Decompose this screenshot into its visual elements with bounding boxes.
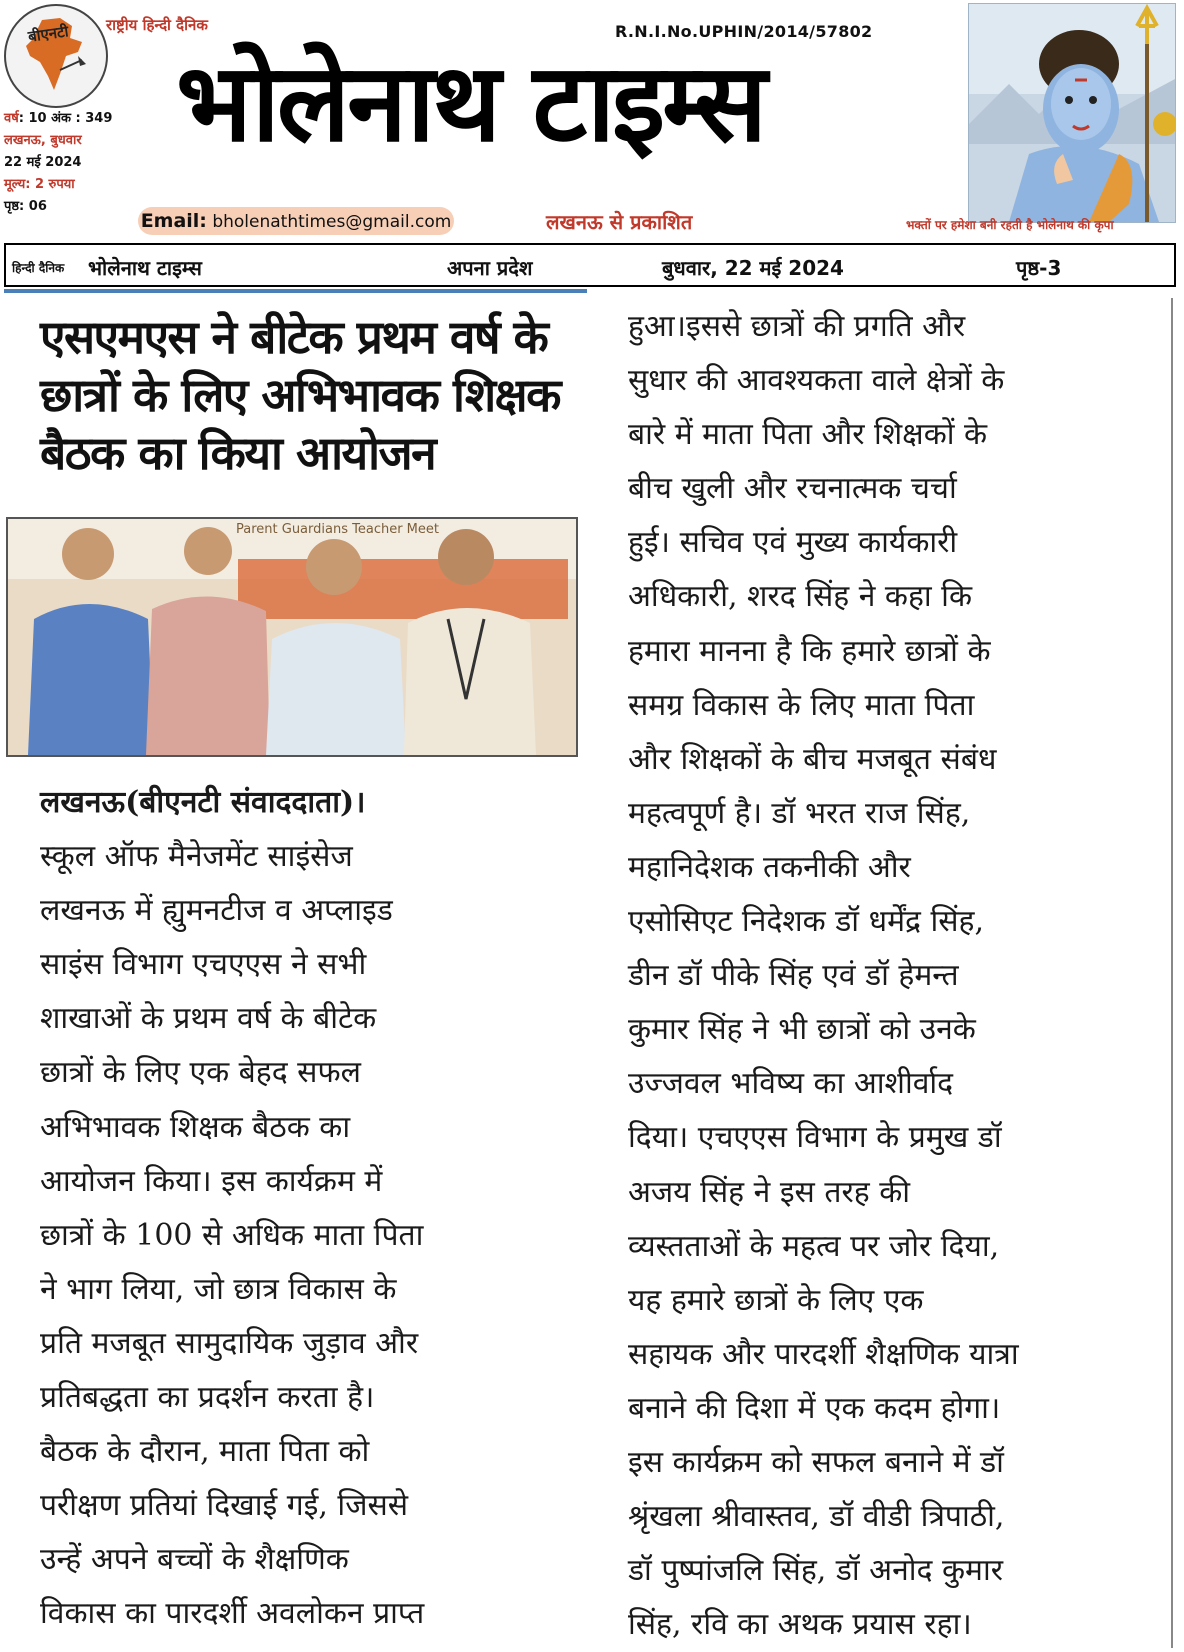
article-headline bbox=[40, 308, 580, 482]
article-line: बनाने की दिशा में एक कदम होगा। bbox=[628, 1390, 1001, 1426]
article-line: प्रति मजबूत सामुदायिक जुड़ाव और bbox=[40, 1325, 419, 1361]
article-line: श्रृंखला श्रीवास्तव, डॉ वीडी त्रिपाठी, bbox=[628, 1499, 1005, 1535]
article-line: प्रतिबद्धता का प्रदर्शन करता है। bbox=[40, 1380, 375, 1416]
issue-year: वर्ष: 10 अंक : 349 bbox=[4, 111, 113, 126]
headline-line: एसएमएस ने बीटेक प्रथम वर्ष के bbox=[40, 310, 548, 364]
article-line: और शिक्षकों के बीच मजबूत संबंध bbox=[628, 741, 997, 777]
article-line: साइंस विभाग एचएएस ने सभी bbox=[40, 947, 367, 983]
article-line: उन्हें अपने बच्चों के शैक्षणिक bbox=[40, 1542, 349, 1578]
rni-number: R.N.I.No.UPHIN/2014/57802 bbox=[615, 22, 873, 41]
article-left-column bbox=[40, 776, 580, 1642]
issue-place-day: लखनऊ, बुधवार bbox=[4, 133, 82, 148]
folio-section: अपना प्रदेश bbox=[447, 256, 533, 280]
tagline-top: राष्ट्रीय हिन्दी दैनिक bbox=[106, 16, 208, 34]
article-dateline: लखनऊ(बीएनटी संवाददाता)। bbox=[40, 785, 366, 820]
article-line: हुआ।इससे छात्रों की प्रगति और bbox=[628, 309, 966, 344]
article-line: डीन डॉ पीके सिंह एवं डॉ हेमन्त bbox=[628, 958, 959, 994]
article-line: इस कार्यक्रम को सफल बनाने में डॉ bbox=[628, 1444, 1004, 1480]
article-line: छात्रों के लिए एक बेहद सफल bbox=[40, 1055, 361, 1091]
article-line: परीक्षण प्रतियां दिखाई गई, जिससे bbox=[40, 1488, 409, 1524]
email-address: bholenathtimes@gmail.com bbox=[212, 212, 452, 232]
article-line: हमारा मानना है कि हमारे छात्रों के bbox=[628, 633, 991, 669]
section-rule bbox=[4, 289, 587, 293]
article-line: व्यस्तताओं के महत्व पर जोर दिया, bbox=[628, 1228, 1000, 1264]
issue-pages: पृष्ठ: 06 bbox=[4, 199, 47, 214]
email-label: Email: bbox=[140, 210, 207, 232]
article-line: दिया। एचएएस विभाग के प्रमुख डॉ bbox=[628, 1120, 1002, 1156]
headline-line: छात्रों के लिए अभिभावक शिक्षक bbox=[40, 368, 560, 422]
folio-bar bbox=[4, 243, 1176, 287]
article-line: शाखाओं के प्रथम वर्ष के बीटेक bbox=[40, 1001, 377, 1037]
article-line: हुई। सचिव एवं मुख्य कार्यकारी bbox=[628, 525, 958, 561]
article-line: सुधार की आवश्यकता वाले क्षेत्रों के bbox=[628, 363, 1005, 399]
article-line: छात्रों के 100 से अधिक माता पिता bbox=[40, 1217, 424, 1253]
article-line: बैठक के दौरान, माता पिता को bbox=[40, 1434, 370, 1470]
article-photo bbox=[6, 517, 578, 757]
article-line: विकास का पारदर्शी अवलोकन प्राप्त bbox=[40, 1596, 425, 1632]
article-line: बीच खुली और रचनात्मक चर्चा bbox=[628, 471, 957, 507]
published-from: लखनऊ से प्रकाशित bbox=[546, 210, 693, 234]
shiva-image-icon bbox=[969, 4, 1175, 222]
article-line: समग्र विकास के लिए माता पिता bbox=[628, 687, 975, 723]
newspaper-logo bbox=[4, 4, 108, 108]
devotional-caption: भक्तों पर हमेशा बनी रहती है भोलेनाथ की कृपा bbox=[906, 218, 1114, 232]
article-line: स्कूल ऑफ मैनेजमेंट साइंसेज bbox=[40, 839, 353, 875]
shiva-illustration bbox=[968, 3, 1176, 223]
email-badge[interactable] bbox=[138, 207, 454, 235]
column-divider bbox=[1171, 298, 1173, 1648]
newspaper-title: भोलेनाथ टाइम्स bbox=[176, 41, 765, 166]
group-photo-image bbox=[8, 519, 576, 755]
article-line: डॉ पुष्पांजलि सिंह, डॉ अनोद कुमार bbox=[628, 1553, 1004, 1589]
article-right-column bbox=[628, 300, 1168, 1652]
article-line: बारे में माता पिता और शिक्षकों के bbox=[628, 417, 988, 453]
article-line: सिंह, रवि का अथक प्रयास रहा। bbox=[628, 1607, 972, 1643]
issue-price: मूल्य: 2 रुपया bbox=[4, 177, 75, 192]
folio-date: बुधवार, 22 मई 2024 bbox=[662, 256, 844, 280]
issue-date: 22 मई 2024 bbox=[4, 155, 82, 170]
folio-paper-name: भोलेनाथ टाइम्स bbox=[88, 256, 202, 280]
article-line: महत्वपूर्ण है। डॉ भरत राज सिंह, bbox=[628, 795, 971, 831]
folio-paper-small: हिन्दी दैनिक bbox=[12, 261, 65, 275]
article-line: महानिदेशक तकनीकी और bbox=[628, 849, 911, 885]
logo-text: बीएनटी bbox=[26, 22, 70, 46]
headline-line: बैठक का किया आयोजन bbox=[40, 426, 436, 480]
article-line: एसोसिएट निदेशक डॉ धर्मेंद्र सिंह, bbox=[628, 904, 984, 940]
article-line: सहायक और पारदर्शी शैक्षणिक यात्रा bbox=[628, 1336, 1019, 1372]
article-line: लखनऊ में ह्युमनटीज व अप्लाइड bbox=[40, 893, 393, 929]
article-line: अधिकारी, शरद सिंह ने कहा कि bbox=[628, 579, 972, 615]
article-line: ने भाग लिया, जो छात्र विकास के bbox=[40, 1271, 397, 1307]
article-line: कुमार सिंह ने भी छात्रों को उनके bbox=[628, 1012, 976, 1048]
article-line: अजय सिंह ने इस तरह की bbox=[628, 1174, 911, 1210]
article-line: अभिभावक शिक्षक बैठक का bbox=[40, 1109, 351, 1145]
folio-page: पृष्ठ-3 bbox=[1016, 256, 1062, 280]
photo-banner-text: Parent Guardians Teacher Meet bbox=[236, 522, 439, 537]
article-line: उज्जवल भविष्य का आशीर्वाद bbox=[628, 1066, 954, 1102]
article-line: आयोजन किया। इस कार्यक्रम में bbox=[40, 1163, 383, 1199]
article-line: यह हमारे छात्रों के लिए एक bbox=[628, 1282, 924, 1318]
